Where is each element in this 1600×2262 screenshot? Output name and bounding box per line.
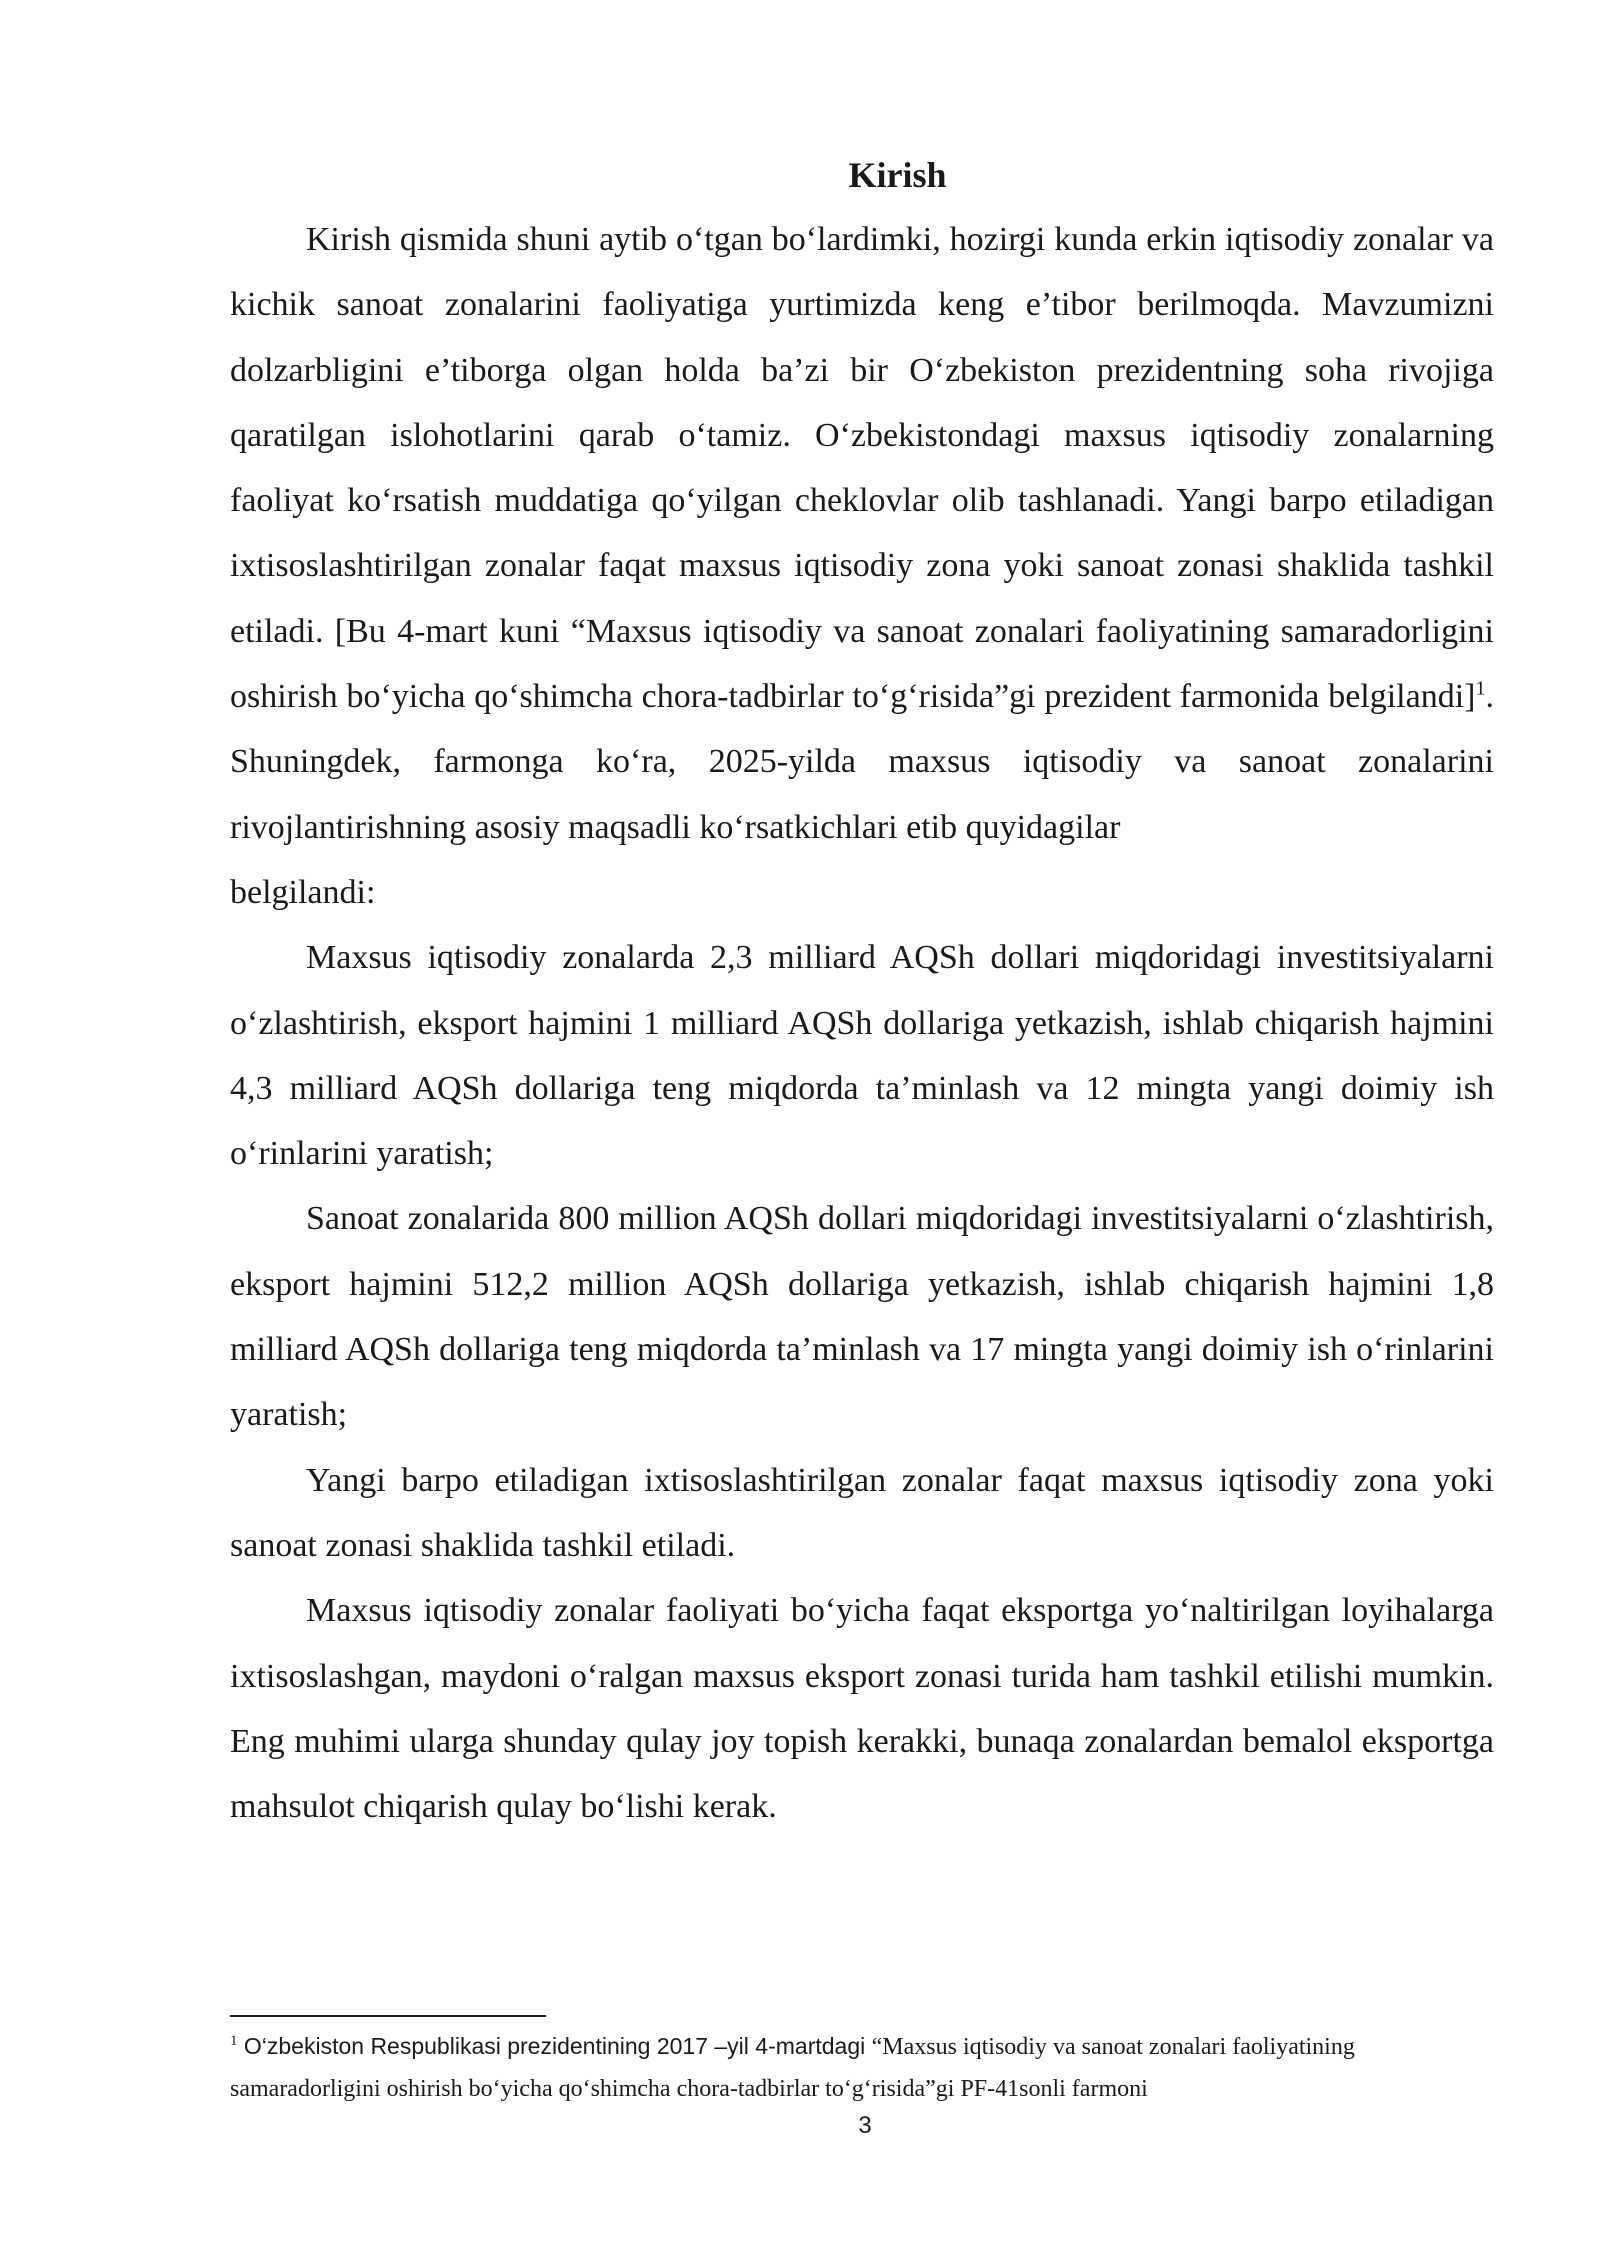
paragraph-special-zones-targets: Maxsus iqtisodiy zonalarda 2,3 milliard AQSh dollari miqdoridagi investitsiyalarni o‘zlashtirish, eksport hajmini 1 milliard AQSh dollariga yetkazish, ishlab chiqarish hajmini 4,3 milliard AQSh dollariga teng miqdorda ta’minlash va 12 mingta yangi doimiy ish o‘rinlarini yaratish; — [230, 939, 1494, 1173]
paragraph-intro-text: Kirish qismida shuni aytib o‘tgan bo‘lardimki, hozirgi kunda erkin iqtisodiy zonalar va kichik sanoat zonalarini faoliyatiga yurtimizda keng e’tibor berilmoqda. Mavzumizni dolzarbligini e’tiborga olgan holda ba’zi bir O‘zbekiston prezidentning soha rivojiga qaratilgan islohotlarini qarab o‘tamiz. O‘zbekistondagi maxsus iqtisodiy zonalarning faoliyat ko‘rsatish muddatiga qo‘yilgan cheklovlar olib tashlanadi. Yangi barpo etiladigan ixtisoslashtirilgan zonalar faqat maxsus iqtisodiy zona yoki sanoat zonasi shaklida tashkil etiladi. [Bu 4-mart kuni “Maxsus iqtisodiy va sanoat zonalari faoliyatining samaradorligini oshirish bo‘yicha qo‘shimcha chora-tadbirlar to‘g‘risida”gi prezident farmonida belgilandi] — [230, 221, 1494, 716]
footnote-text-title: “Maxsus iqtisodiy va sanoat zonalari faoliyatining samaradorligini oshirish bo‘yicha qo‘shimcha chora-tadbirlar to‘g‘risida”gi PF-41sonli farmoni — [230, 2034, 1355, 2102]
paragraph-intro-continuation: . Shuningdek, farmonga ko‘ra, 2025-yilda maxsus iqtisodiy va sanoat zonalarini rivojlantirishning asosiy maqsadli ko‘rsatkichlari etib quyidagilar — [230, 678, 1494, 846]
page-heading: Kirish — [848, 155, 947, 195]
paragraph-industrial-zones-targets: Sanoat zonalarida 800 million AQSh dollari miqdoridagi investitsiyalarni o‘zlashtirish, eksport hajmini 512,2 million AQSh dollariga yetkazish, ishlab chiqarish hajmini 1,8 milliard AQSh dollariga teng miqdorda ta’minlash va 17 mingta yangi doimiy ish o‘rinlarini yaratish; — [230, 1200, 1494, 1434]
paragraph-intro — [230, 207, 1494, 860]
body-text — [230, 207, 1494, 1839]
footnote — [230, 2025, 1500, 2110]
paragraph-intro-tail: belgilandi: — [230, 873, 376, 911]
paragraph-export-zones: Maxsus iqtisodiy zonalar faoliyati bo‘yicha faqat eksportga yo‘naltirilgan loyihalarga ixtisoslashgan, maydoni o‘ralgan maxsus eksport zonasi turida ham tashkil etilishi mumkin. Eng muhimi ularga shunday qulay joy topish kerakki, bunaqa zonalardan bemalol eksportga mahsulot chiqarish qulay bo‘lishi kerak. — [230, 1592, 1494, 1826]
footnote-marker: 1 — [230, 2033, 238, 2049]
paragraph-specialized-zones: Yangi barpo etiladigan ixtisoslashtirilgan zonalar faqat maxsus iqtisodiy zona yoki sanoat zonasi shaklida tashkil etiladi. — [230, 1461, 1494, 1564]
footnote-text-source: O‘zbekiston Respublikasi prezidentining 2017 –yil 4-martdagi — [237, 2033, 872, 2059]
footnote-reference[interactable]: 1 — [1475, 677, 1486, 700]
footnote-separator — [230, 2015, 546, 2017]
page-number: 3 — [858, 2112, 872, 2139]
